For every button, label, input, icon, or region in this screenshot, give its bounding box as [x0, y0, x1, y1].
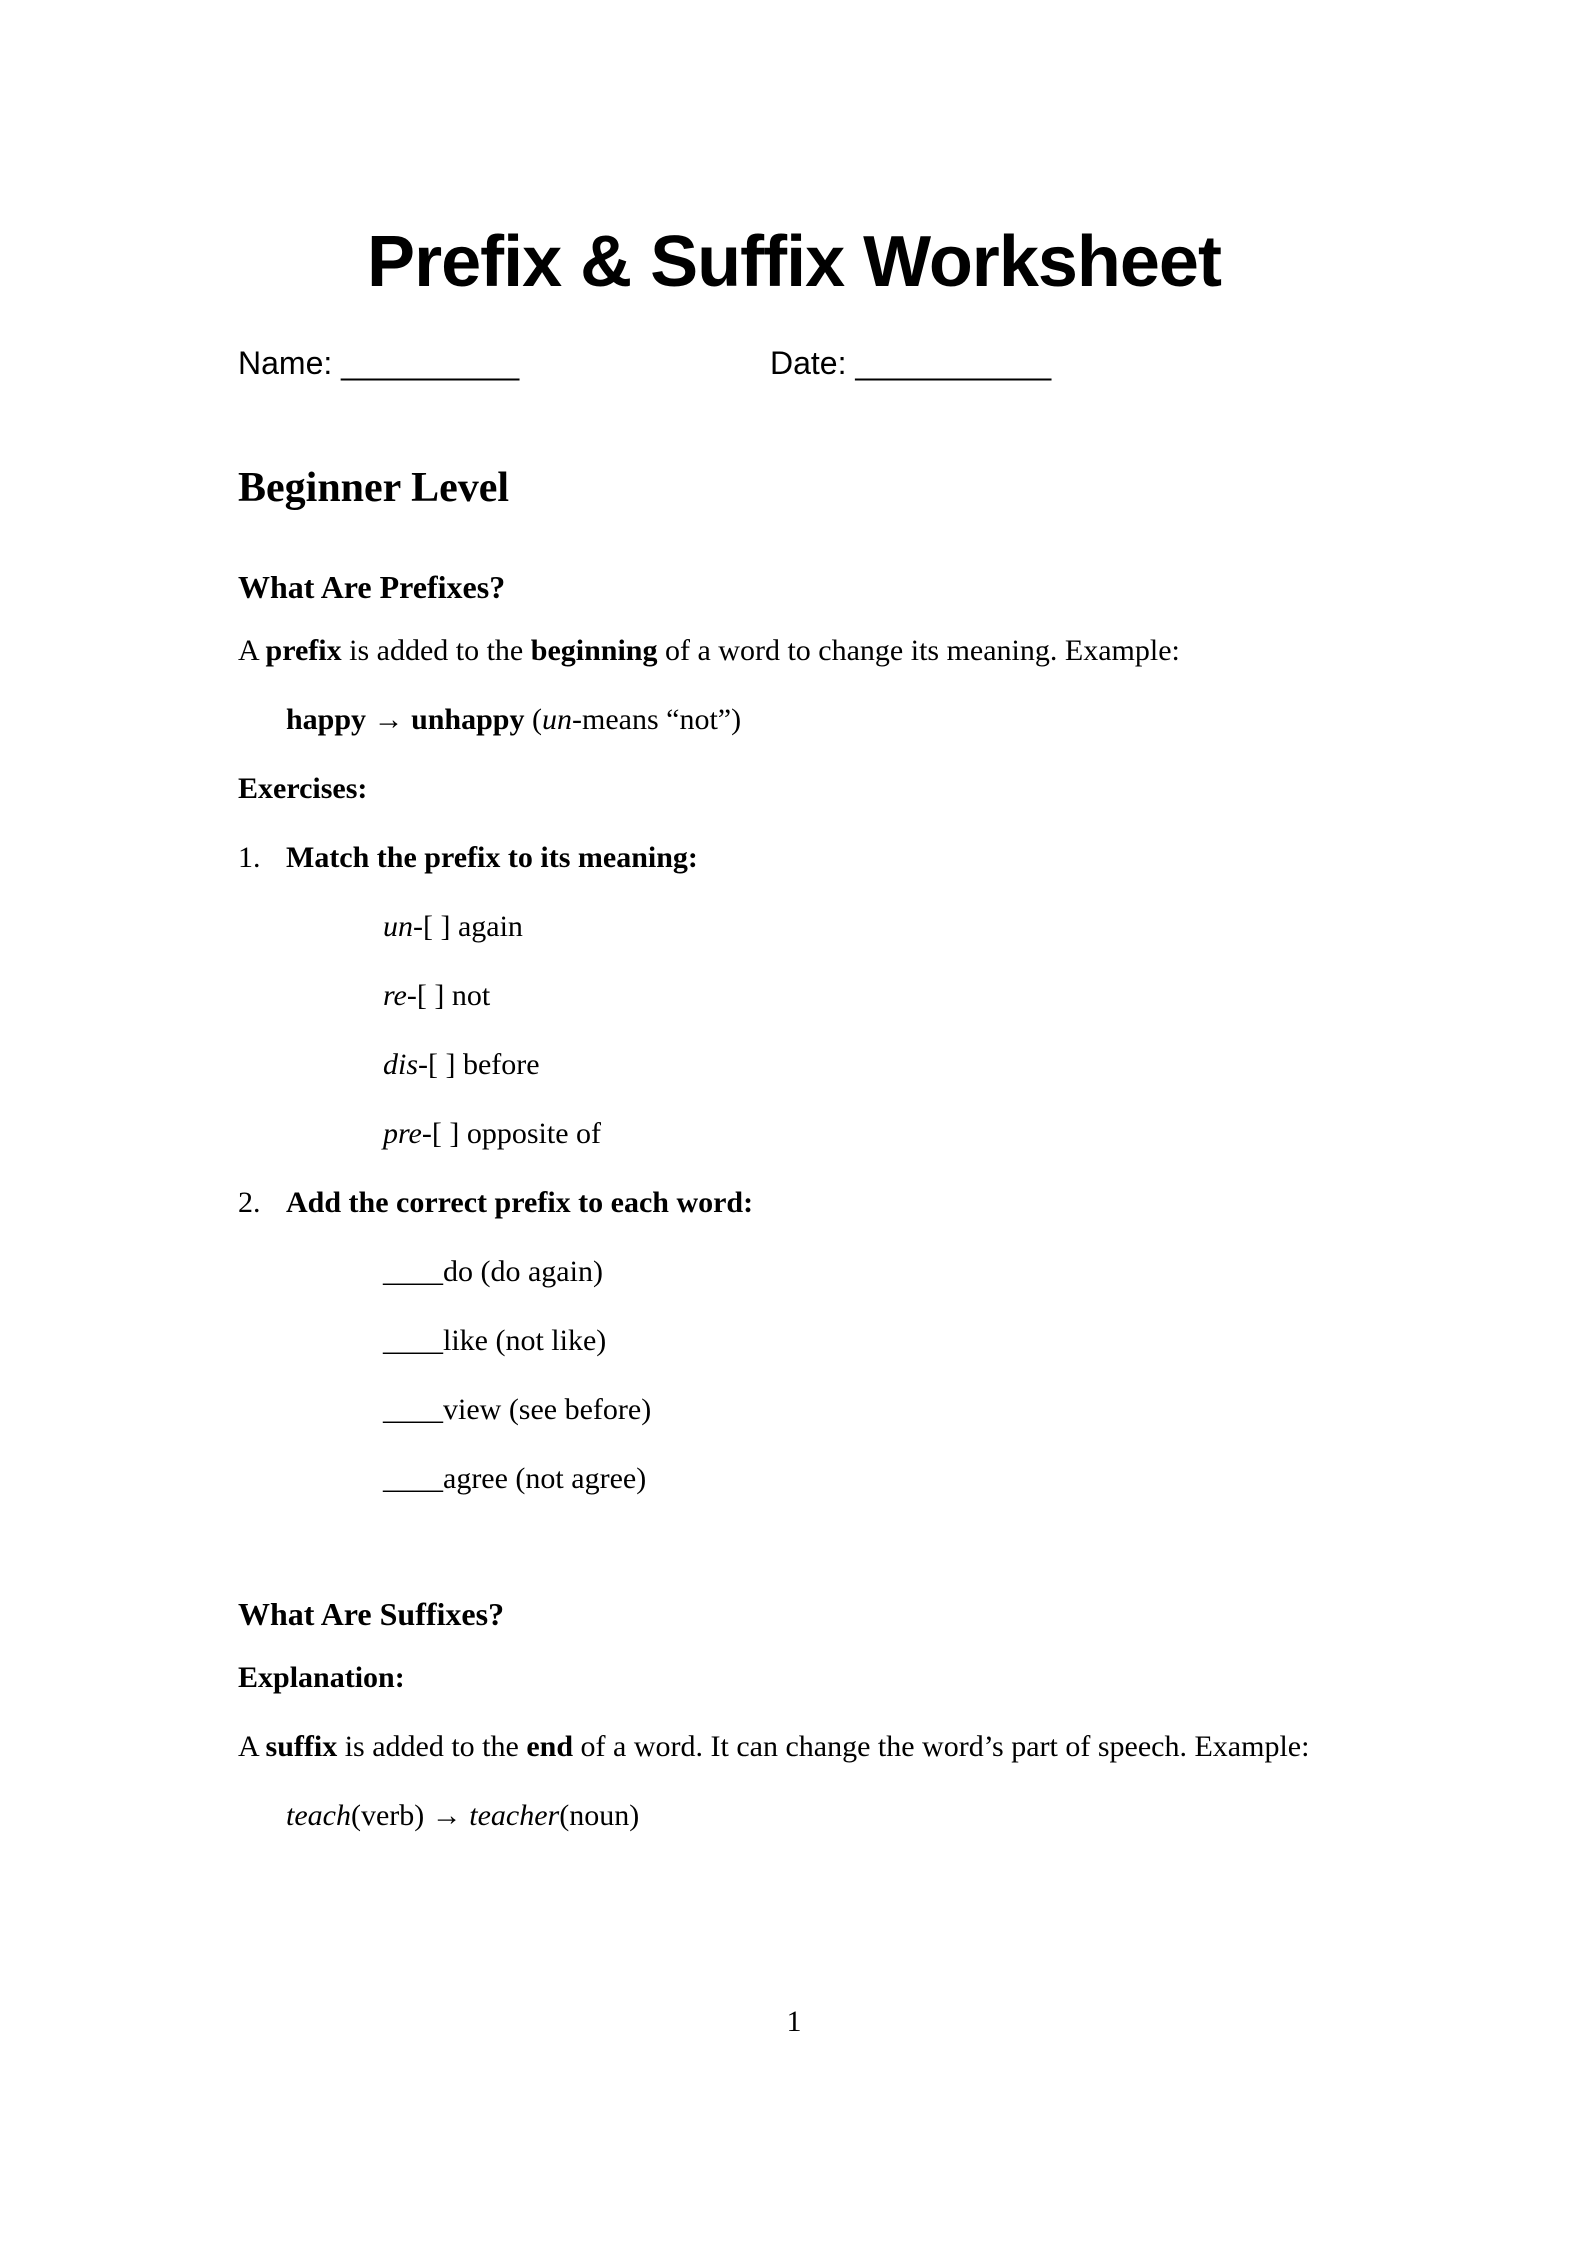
example-prefix-un: un: [542, 703, 572, 736]
suffix-example-line: [238, 1797, 1538, 1835]
prefixes-heading: What Are Prefixes?: [238, 569, 506, 605]
page-title: Prefix & Suffix Worksheet: [367, 222, 1221, 302]
exercise1-title-text: Match the prefix to its meaning:: [286, 841, 698, 874]
name-blank: __________: [341, 345, 520, 381]
exercises-label-text: Exercises:: [238, 772, 368, 805]
intro-text: is added to the: [341, 634, 531, 667]
match-prefix: un: [383, 910, 413, 943]
fill-word: like (not like): [443, 1324, 607, 1357]
match-item-re: [238, 977, 1538, 1015]
example-word-unhappy: unhappy: [411, 703, 525, 736]
fill-word: view (see before): [443, 1393, 652, 1426]
fill-word: do (do again): [443, 1255, 603, 1288]
name-label: Name:: [238, 345, 333, 381]
example-text: -means “not”): [572, 703, 742, 736]
exercise2-title-text: Add the correct prefix to each word:: [286, 1186, 754, 1219]
intro-text: is added to the: [337, 1730, 527, 1763]
date-field: [770, 343, 1051, 383]
match-prefix: dis: [383, 1048, 419, 1081]
exercise2-number: 2.: [238, 1186, 261, 1219]
suffixes-heading: What Are Suffixes?: [238, 1596, 505, 1632]
example-text: (noun): [559, 1799, 640, 1832]
match-prefix: re: [383, 979, 407, 1012]
match-prefix: pre: [383, 1117, 422, 1150]
intro-text: of a word. It can change the word’s part of speech. Example:: [573, 1730, 1310, 1763]
intro-text: A: [238, 634, 266, 667]
arrow-text: (verb) →: [350, 1799, 470, 1832]
suffix-intro-paragraph: [238, 1728, 1538, 1766]
explanation-label: [238, 1659, 1538, 1697]
answer-blank: ____: [383, 1462, 443, 1495]
prefix-intro-paragraph: [238, 632, 1538, 670]
match-item-un: [238, 908, 1538, 946]
answer-blank: ____: [383, 1324, 443, 1357]
match-meaning: -[ ] opposite of: [421, 1117, 602, 1150]
match-item-pre: [238, 1115, 1538, 1153]
name-field: [238, 345, 519, 381]
intro-bold-end: end: [526, 1730, 574, 1763]
exercise1-title: [238, 839, 1538, 877]
intro-text: A: [238, 1730, 266, 1763]
intro-bold-beginning: beginning: [530, 634, 658, 667]
name-date-row: [238, 343, 1538, 387]
fill-item-view: [238, 1391, 1538, 1429]
exercise2-title: [238, 1184, 1538, 1222]
match-meaning: -[ ] not: [406, 979, 491, 1012]
answer-blank: ____: [383, 1255, 443, 1288]
exercise1-number: 1.: [238, 841, 261, 874]
arrow-text: →: [366, 703, 412, 736]
example-text: (: [524, 703, 542, 736]
fill-item-do: [238, 1253, 1538, 1291]
example-word-happy: happy: [286, 703, 367, 736]
intro-bold-suffix: suffix: [265, 1730, 338, 1763]
intro-bold-prefix: prefix: [265, 634, 342, 667]
example-word-teacher: teacher: [469, 1799, 560, 1832]
match-item-dis: [238, 1046, 1538, 1084]
prefix-example-line: [238, 701, 1538, 739]
answer-blank: ____: [383, 1393, 443, 1426]
date-label: Date:: [770, 345, 847, 381]
example-word-teach: teach: [286, 1799, 351, 1832]
exercises-label: [238, 770, 1538, 808]
page-number: 1: [786, 2005, 802, 2038]
date-blank: ___________: [855, 345, 1052, 381]
intro-text: of a word to change its meaning. Example:: [657, 634, 1180, 667]
level-heading: Beginner Level: [238, 465, 510, 511]
fill-item-like: [238, 1322, 1538, 1360]
fill-word: agree (not agree): [443, 1462, 647, 1495]
match-meaning: -[ ] before: [418, 1048, 540, 1081]
fill-item-agree: [238, 1460, 1538, 1498]
match-meaning: -[ ] again: [413, 910, 523, 943]
explanation-label-text: Explanation:: [238, 1661, 405, 1694]
